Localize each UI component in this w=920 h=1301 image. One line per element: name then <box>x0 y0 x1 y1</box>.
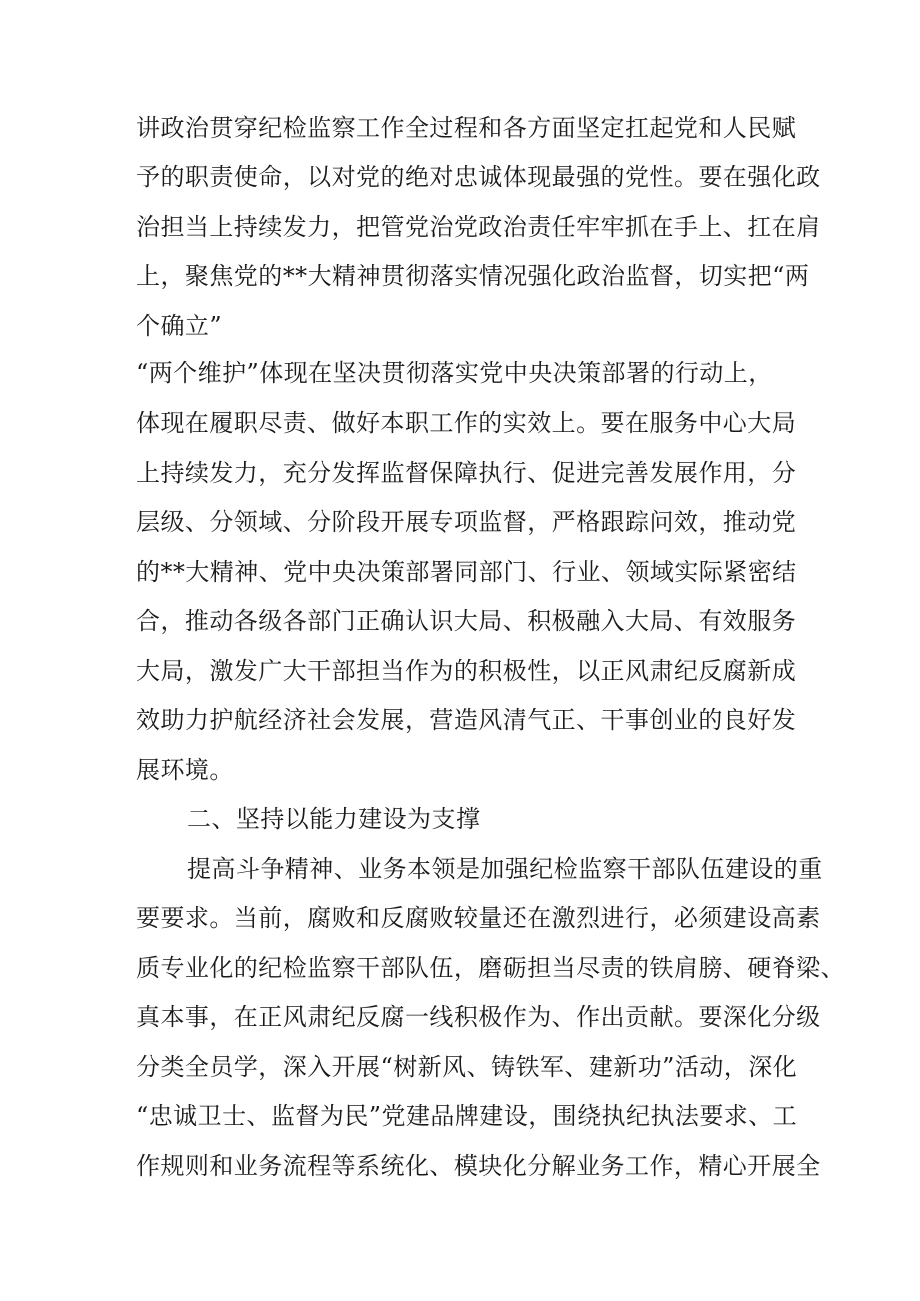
body-line: 个确立” <box>136 312 223 340</box>
body-line: 的**大精神、党中央决策部署同部门、行业、领域实际紧密结 <box>136 558 797 586</box>
body-line: 体现在履职尽责、做好本职工作的实效上。要在服务中心大局 <box>136 409 797 437</box>
section-heading: 二、坚持以能力建设为支撑 <box>187 805 481 833</box>
body-line: 讲政治贯穿纪检监察工作全过程和各方面坚定扛起党和人民赋 <box>136 114 797 142</box>
body-line: 大局，激发广大干部担当作为的积极性，以正风肃纪反腐新成 <box>136 657 797 685</box>
body-line: 合，推动各级各部门正确认识大局、积极融入大局、有效服务 <box>136 607 797 635</box>
body-line: 层级、分领域、分阶段开展专项监督，严格跟踪问效，推动党 <box>136 508 797 536</box>
body-line: 上持续发力，充分发挥监督保障执行、促进完善发展作用，分 <box>136 459 797 487</box>
body-line: 真本事，在正风肃纪反腐一线积极作为、作出贡献。要深化分级 <box>136 1003 821 1031</box>
body-line: 质专业化的纪检监察干部队伍，磨砺担当尽责的铁肩膀、硬脊梁、 <box>136 954 846 982</box>
body-line: 予的职责使命，以对党的绝对忠诚体现最强的党性。要在强化政 <box>136 163 821 191</box>
body-line: 要要求。当前，腐败和反腐败较量还在激烈进行，必须建设高素 <box>136 904 821 932</box>
body-line: 效助力护航经济社会发展，营造风清气正、干事创业的良好发 <box>136 706 797 734</box>
body-line: 分类全员学，深入开展“树新风、铸铁军、建新功”活动，深化 <box>136 1053 798 1081</box>
body-line: “忠诚卫士、监督为民”党建品牌建设，围绕执纪执法要求、工 <box>136 1102 798 1130</box>
body-line: “两个维护”体现在坚决贯彻落实党中央决策部署的行动上， <box>136 359 773 387</box>
body-line: 上，聚焦党的**大精神贯彻落实情况强化政治监督，切实把“两 <box>136 262 810 290</box>
body-line: 提高斗争精神、业务本领是加强纪检监察干部队伍建设的重 <box>187 855 823 883</box>
body-line: 治担当上持续发力，把管党治党政治责任牢牢抓在手上、扛在肩 <box>136 213 821 241</box>
body-line: 作规则和业务流程等系统化、模块化分解业务工作，精心开展全 <box>136 1152 821 1180</box>
body-line: 展环境。 <box>136 756 234 784</box>
